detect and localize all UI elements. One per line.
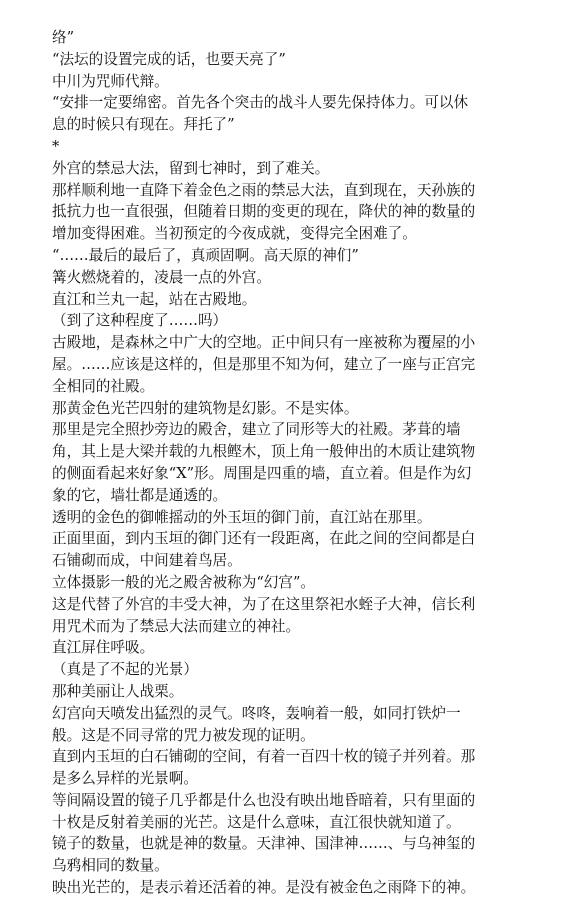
text-line: 外宫的禁忌大法，留到七神时，到了难关。 bbox=[52, 159, 330, 177]
text-line: 角，其上是大梁并载的九根鲣木，顶上角一般伸出的木质让建筑物 bbox=[52, 443, 476, 461]
text-line: 直江和兰丸一起，站在古殿地。 bbox=[52, 290, 257, 308]
text-line: 络” bbox=[52, 29, 75, 46]
text-line: 篝火燃烧着的，凌晨一点的外宫。 bbox=[52, 268, 271, 286]
text-line: 十枚是反射着美丽的光芒。这是什么意味，直江很快就知道了。 bbox=[52, 813, 461, 831]
text-line: 直江屏住呼吸。 bbox=[52, 639, 155, 657]
text-line: 立体摄影一般的光之殿舍被称为“幻宫”。 bbox=[52, 573, 316, 591]
text-line: 正面里面，到内玉垣的御门还有一段距离，在此之间的空间都是白 bbox=[52, 530, 476, 548]
text-line: 那里是完全照抄旁边的殿舍，建立了同形等大的社殿。茅葺的墙 bbox=[52, 421, 461, 439]
text-line: （到了这种程度了……吗） bbox=[52, 312, 228, 330]
section-separator: * bbox=[52, 137, 60, 155]
text-line: 全相同的社殿。 bbox=[52, 377, 155, 395]
text-line: 那黄金色光芒四射的建筑物是幻影。不是实体。 bbox=[52, 399, 359, 417]
text-line: “法坛的设置完成的话，也要天亮了” bbox=[52, 50, 286, 68]
text-line: 般。这是不同寻常的咒力被发现的证明。 bbox=[52, 726, 315, 744]
text-line: 那样顺利地一直降下着金色之雨的禁忌大法，直到现在，天孙族的 bbox=[52, 181, 476, 199]
text-line: 用咒术而为了禁忌大法而建立的神社。 bbox=[52, 617, 301, 635]
text-line: 屋。……应该是这样的，但是那里不知为何，建立了一座与正宫完 bbox=[52, 355, 476, 373]
text-line: 象的它，墙壮都是通透的。 bbox=[52, 486, 228, 504]
text-line: 石铺砌而成，中间建着鸟居。 bbox=[52, 552, 242, 570]
text-line: 是多么异样的光景啊。 bbox=[52, 770, 198, 788]
text-line: “安排一定要绵密。首先各个突击的战斗人要先保持体力。可以休 bbox=[52, 94, 469, 112]
text-line: 这是代替了外宫的丰受大神，为了在这里祭祀水蛭子大神，信长利 bbox=[52, 595, 476, 613]
text-line: 那种美丽让人战栗。 bbox=[52, 682, 184, 700]
text-line: “……最后的最后了，真顽固啊。高天原的神们” bbox=[52, 246, 359, 264]
text-line: 等间隔设置的镜子几乎都是什么也没有映出地昏暗着，只有里面的 bbox=[52, 791, 476, 809]
text-line: 镜子的数量，也就是神的数量。天津神、国津神……、与乌神玺的 bbox=[52, 835, 476, 853]
text-line: 的侧面看起来好象“X”形。周围是四重的墙，直立着。但是作为幻 bbox=[52, 464, 472, 482]
text-line: 中川为咒师代辩。 bbox=[52, 72, 169, 90]
text-line: 映出光芒的，是表示着还活着的神。是没有被金色之雨降下的神。 bbox=[52, 879, 476, 897]
text-line: 抵抗力也一直很强，但随着日期的变更的现在，降伏的神的数量的 bbox=[52, 203, 476, 221]
text-line: 幻宫向天喷发出猛烈的灵气。咚咚，轰响着一般，如同打铁炉一 bbox=[52, 704, 461, 722]
text-line: 直到内玉垣的白石铺砌的空间，有着一百四十枚的镜子并列着。那 bbox=[52, 748, 476, 766]
document-body bbox=[52, 27, 538, 899]
text-line: 古殿地，是森林之中广大的空地。正中间只有一座被称为覆屋的小 bbox=[52, 334, 476, 352]
text-line: 乌鸦相同的数量。 bbox=[52, 857, 169, 875]
text-line: 息的时候只有现在。拜托了” bbox=[52, 116, 235, 134]
text-line: 增加变得困难。当初预定的今夜成就，变得完全困难了。 bbox=[52, 225, 417, 243]
text-line: （真是了不起的光景） bbox=[52, 661, 198, 679]
text-line: 透明的金色的御帷摇动的外玉垣的御门前，直江站在那里。 bbox=[52, 508, 432, 526]
